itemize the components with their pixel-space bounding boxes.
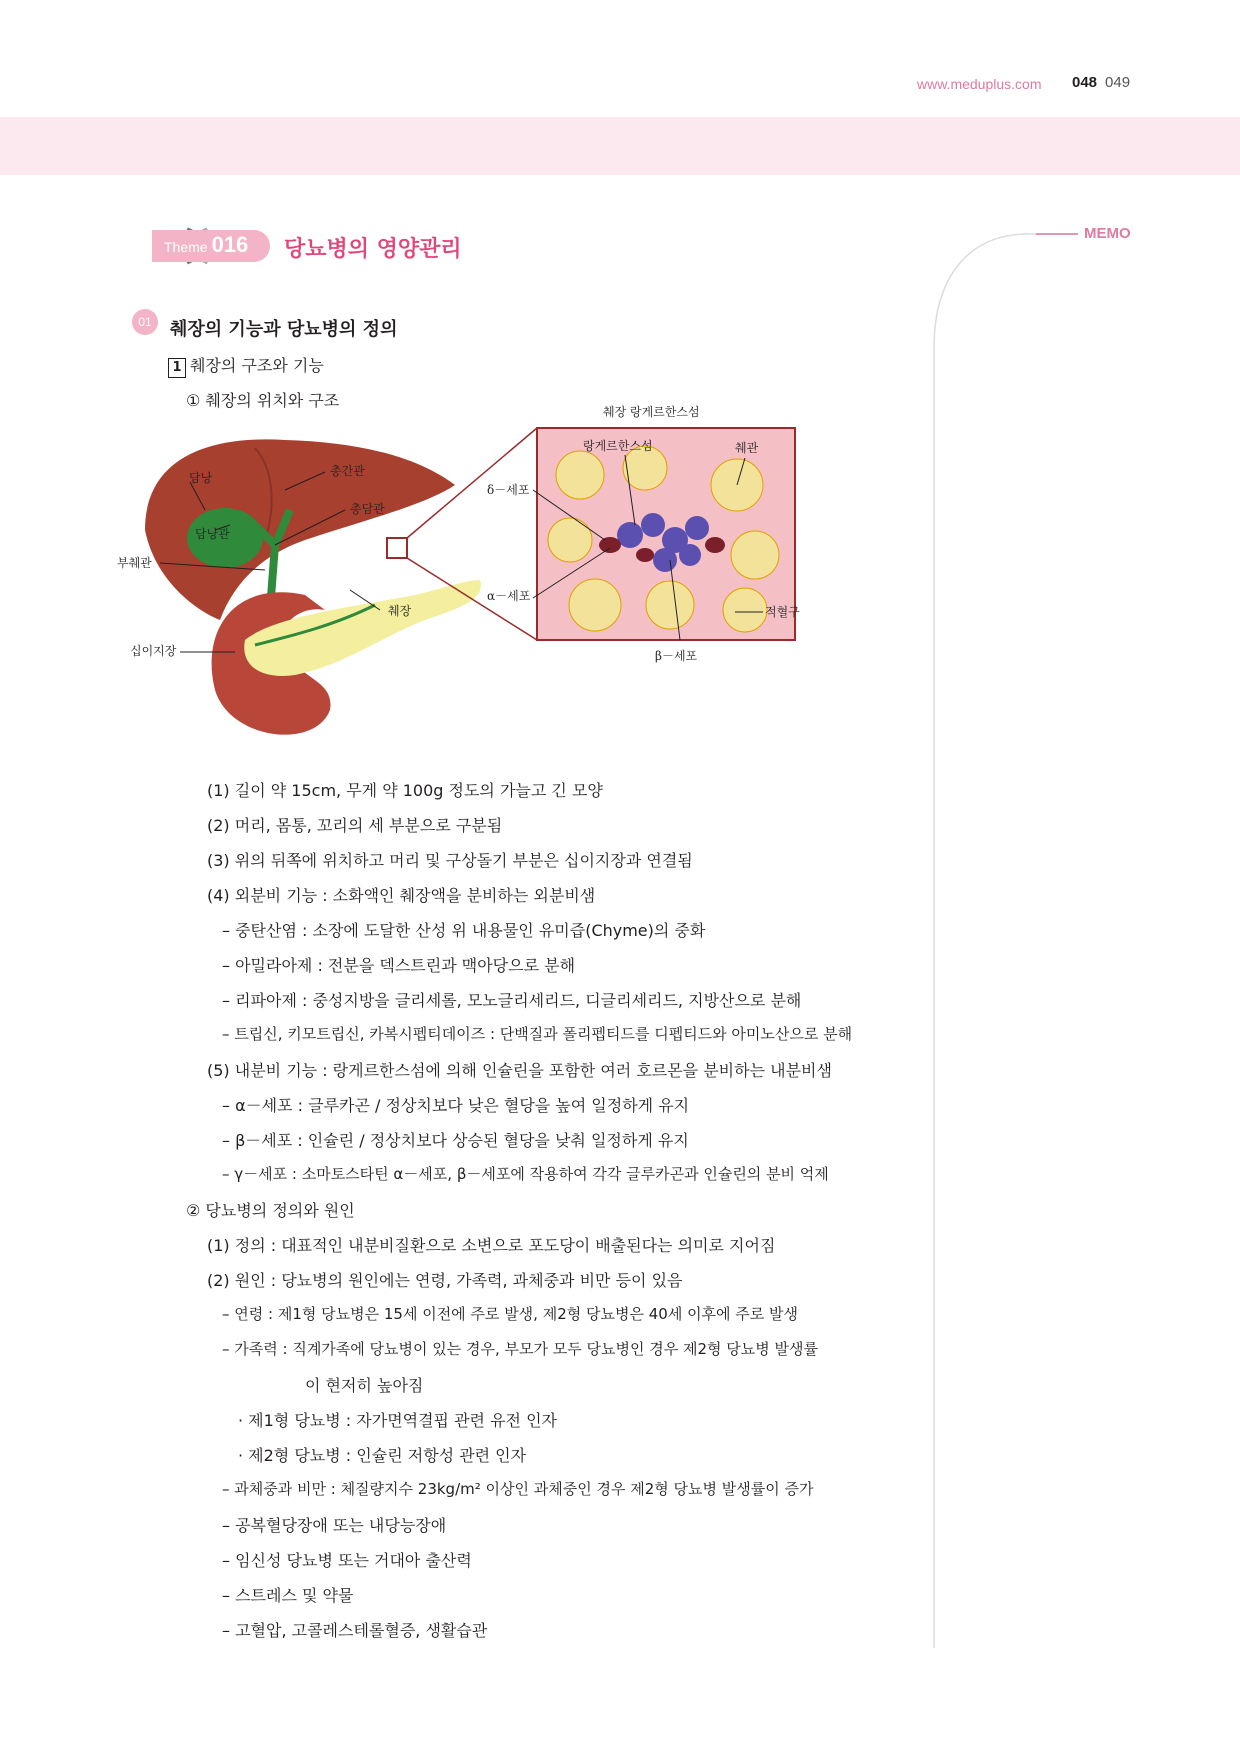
header-url: www.meduplus.com: [917, 76, 1042, 92]
section-title: 췌장의 기능과 당뇨병의 정의: [170, 319, 398, 340]
text-line: – 리파아제 : 중성지방을 글리세롤, 모노글리세리드, 디글리세리드, 지방산으로 분해: [222, 991, 802, 1010]
label-alpha-cell: α－세포: [487, 589, 531, 603]
text-line: (2) 머리, 몸통, 꼬리의 세 부분으로 구분됨: [207, 816, 503, 835]
theme-number: 016: [211, 232, 249, 257]
label-cystic-duct: 담낭관: [195, 527, 230, 541]
text-line: – γ－세포 : 소마토스타틴 α－세포, β－세포에 작용하여 각각 글루카곤과 인슐린의 분비 억제: [222, 1165, 829, 1183]
theme-word: Theme: [164, 239, 208, 255]
memo-column-line: [928, 218, 1240, 1648]
label-rbc: 적혈구: [765, 605, 800, 619]
text-line: – 가족력 : 직계가족에 당뇨병이 있는 경우, 부모가 모두 당뇨병인 경우 제2형 당뇨병 발생률: [222, 1340, 819, 1358]
pancreas-diagram: [117, 405, 895, 760]
text-line: (4) 외분비 기능 : 소화액인 췌장액을 분비하는 외분비샘: [207, 886, 596, 905]
text-line: (1) 길이 약 15cm, 무게 약 100g 정도의 가늘고 긴 모양: [207, 781, 603, 800]
label-islet: 랑게르한스섬: [583, 439, 653, 453]
label-pancreas: 췌장: [388, 604, 412, 618]
label-duodenum: 십이지장: [130, 644, 177, 658]
memo-label: MEMO: [1084, 225, 1131, 242]
page-left: 048: [1072, 74, 1098, 91]
text-line: – 아밀라아제 : 전분을 덱스트린과 맥아당으로 분해: [222, 956, 576, 975]
text-line: (1) 정의 : 대표적인 내분비질환으로 소변으로 포도당이 배출된다는 의미로 지어짐: [207, 1236, 776, 1255]
page-right: 049: [1105, 74, 1131, 91]
label-beta-cell: β－세포: [655, 649, 698, 663]
subitem-title-2: ② 당뇨병의 정의와 원인: [186, 1201, 355, 1220]
theme-label: [164, 232, 248, 258]
text-line: · 제2형 당뇨병 : 인슐린 저항성 관련 인자: [238, 1446, 527, 1465]
header-band: [0, 117, 1240, 175]
text-line: – α－세포 : 글루카곤 / 정상치보다 낮은 혈당을 높여 일정하게 유지: [222, 1096, 690, 1115]
subitem-title-1: ① 췌장의 위치와 구조: [186, 391, 340, 410]
text-line: (2) 원인 : 당뇨병의 원인에는 연령, 가족력, 과체중과 비만 등이 있음: [207, 1271, 683, 1290]
text-line: – 스트레스 및 약물: [222, 1586, 354, 1605]
text-line: · 제1형 당뇨병 : 자가면역결핍 관련 유전 인자: [238, 1411, 558, 1430]
label-common-bile-duct: 총담관: [350, 502, 385, 516]
subsection-title: [168, 353, 324, 378]
text-line: – 공복혈당장애 또는 내당능장애: [222, 1516, 447, 1535]
label-accessory-duct: 부췌관: [117, 556, 152, 570]
subsection-text: 췌장의 구조와 기능: [190, 356, 324, 375]
label-common-hepatic-duct: 총간관: [330, 464, 365, 478]
text-line: – 과체중과 비만 : 체질량지수 23kg/m² 이상인 과체중인 경우 제2형 당뇨병 발생률이 증가: [222, 1480, 814, 1498]
theme-title: 당뇨병의 영양관리: [284, 237, 462, 262]
text-line: – 고혈압, 고콜레스테롤혈증, 생활습관: [222, 1621, 488, 1640]
text-line: – 연령 : 제1형 당뇨병은 15세 이전에 주로 발생, 제2형 당뇨병은 40세 이후에 주로 발생: [222, 1305, 799, 1323]
label-islet-title: 췌장 랑게르한스섬: [603, 405, 700, 419]
page-numbers: [1072, 74, 1130, 91]
text-line: – β－세포 : 인슐린 / 정상치보다 상승된 혈당을 낮춰 일정하게 유지: [222, 1131, 689, 1150]
text-line: – 중탄산염 : 소장에 도달한 산성 위 내용물인 유미즙(Chyme)의 중화: [222, 921, 706, 940]
text-line: (5) 내분비 기능 : 랑게르한스섬에 의해 인슐린을 포함한 여러 호르몬을 분비하는 내분비샘: [207, 1061, 832, 1080]
subsection-number: 1: [168, 358, 186, 378]
text-line: – 트립신, 키모트립신, 카복시펩티데이즈 : 단백질과 폴리펩티드를 디펩티드와 아미노산으로 분해: [222, 1025, 853, 1043]
text-line: – 임신성 당뇨병 또는 거대아 출산력: [222, 1551, 472, 1570]
section-number: 01: [132, 309, 158, 335]
label-pancreatic-duct: 췌관: [735, 441, 759, 455]
label-delta-cell: δ－세포: [487, 483, 530, 497]
label-gallbladder: 담낭: [189, 471, 213, 485]
text-line: (3) 위의 뒤쪽에 위치하고 머리 및 구상돌기 부분은 십이지장과 연결됨: [207, 851, 693, 870]
text-line: 이 현저히 높아짐: [305, 1376, 424, 1395]
